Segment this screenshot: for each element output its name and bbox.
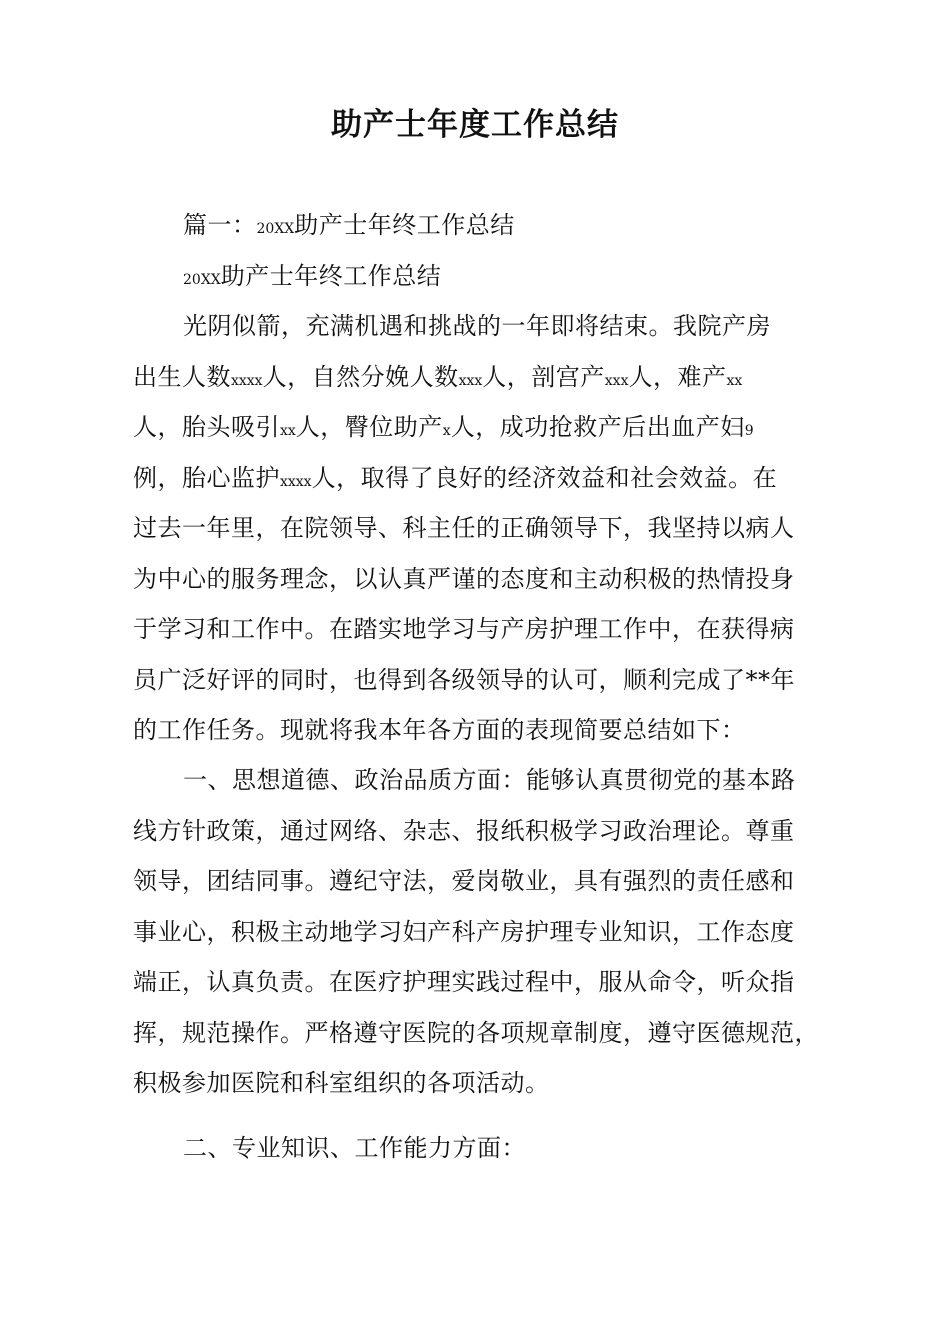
inline-placeholder: xxxx [280,473,312,490]
inline-placeholder: xx [726,372,743,389]
inline-placeholder: xxx [604,372,629,389]
heading-block [133,200,833,301]
document-title: 助产士年度工作总结 [331,107,619,143]
paragraph-line: 例，胎心监护xxxx人，取得了良好的经济效益和社会效益。在 [133,463,778,492]
section-2 [133,1123,833,1174]
paragraph-line: 人，胎头吸引xx人，臀位助产x人，成功抢救产后出血产妇9 [133,413,754,441]
paragraph-1 [133,301,833,756]
inline-placeholder: 9 [744,423,754,439]
paragraph-line: 光阴似箭，充满机遇和挑战的一年即将结束。我院产房 [183,312,771,340]
paragraph-line: 事业心，积极主动地学习妇产科产房护理专业知识，工作态度 [133,917,795,946]
inline-placeholder: xx [280,423,296,439]
inline-placeholder: x [442,423,451,439]
heading-2: 20XX助产士年终工作总结 [183,261,442,290]
paragraph-2 [133,755,833,1109]
paragraph-line: 为中心的服务理念，以认真严谨的态度和主动积极的热情投身 [133,564,795,593]
heading-1: 篇一：20XX助产士年终工作总结 [183,211,515,239]
paragraph-line: 于学习和工作中。在踏实地学习与产房护理工作中，在获得病 [133,615,795,643]
paragraph-line: 线方针政策，通过网络、杂志、报纸积极学习政治理论。尊重 [133,816,795,845]
inline-placeholder: xxxx [231,372,263,389]
paragraph-line: 领导，团结同事。遵纪守法，爱岗敬业，具有强烈的责任感和 [133,867,795,895]
paragraph-line: 一、思想道德、政治品质方面：能够认真贯彻党的基本路 [183,766,796,794]
paragraph-line: 的工作任务。现就将我本年各方面的表现简要总结如下： [133,716,746,744]
inline-placeholder: xxx [458,372,483,389]
section-2-heading: 二、专业知识、工作能力方面： [183,1134,526,1162]
paragraph-line: 员广泛好评的同时，也得到各级领导的认可，顺利完成了**年 [133,665,795,694]
inline-placeholder: 20XX [183,271,221,288]
inline-placeholder: 20XX [256,221,295,237]
paragraph-line: 过去一年里，在院领导、科主任的正确领导下，我坚持以病人 [133,514,795,542]
paragraph-line: 挥，规范操作。严格遵守医院的各项规章制度，遵守医德规范， [133,1018,819,1047]
paragraph-line: 积极参加医院和科室组织的各项活动。 [133,1069,550,1097]
paragraph-line: 端正，认真负责。在医疗护理实践过程中，服从命令，听众指 [133,968,795,996]
paragraph-line: 出生人数xxxx人，自然分娩人数xxx人，剖宫产xxx人，难产xx [133,362,743,391]
